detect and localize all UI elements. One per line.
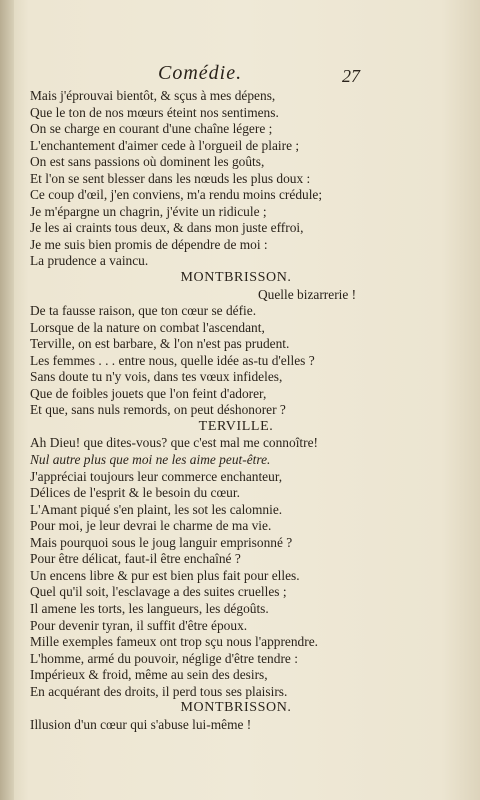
verse-line: Quelle bizarrerie ! <box>258 286 357 302</box>
verse-line: Impérieux & froid, même au sein des desirs, <box>30 667 268 683</box>
verse-line: Mille exemples fameux ont trop sçu nous l'apprendre. <box>30 634 319 650</box>
verse-text <box>30 88 470 733</box>
verse-line: Pour moi, je leur devrai le charme de ma vie. <box>30 518 272 534</box>
verse-line: En acquérant des droits, il perd tous ses plaisirs. <box>30 683 288 699</box>
verse-line: La prudence a vaincu. <box>30 253 149 269</box>
speaker-name: TERVILLE. <box>198 418 274 434</box>
verse-line: L'homme, armé du pouvoir, néglige d'être tendre : <box>30 650 298 666</box>
verse-line: Je m'épargne un chagrin, j'évite un ridicule ; <box>30 203 267 219</box>
running-head: Comédie. <box>158 62 243 84</box>
verse-line: L'enchantement d'aimer cede à l'orgueil de plaire ; <box>30 137 300 153</box>
verse-line: Un encens libre & pur est bien plus fait pour elles. <box>30 567 300 583</box>
verse-line: Illusion d'un cœur qui s'abuse lui-même ! <box>30 716 252 732</box>
verse-line: On est sans passions où dominent les goûts, <box>30 154 265 170</box>
verse-line: Ah Dieu! que dites-vous? que c'est mal me connoître! <box>30 435 318 451</box>
verse-line: Nul autre plus que moi ne les aime peut-être. <box>30 452 271 468</box>
verse-line: Les femmes . . . entre nous, quelle idée as-tu d'elles ? <box>30 352 315 368</box>
verse-line: Pour devenir tyran, il suffit d'être époux. <box>30 617 248 633</box>
page-gutter <box>0 0 14 800</box>
verse-line: Pour être délicat, faut-il être enchaîné ? <box>30 551 241 567</box>
speaker-name: MONTBRISSON. <box>180 270 292 286</box>
verse-line: Je les ai craints tous deux, & dans mon juste effroi, <box>30 220 304 236</box>
speaker-name: MONTBRISSON. <box>180 700 292 716</box>
verse-line: Quel qu'il soit, l'esclavage a des suites cruelles ; <box>30 584 287 600</box>
verse-line: On se charge en courant d'une chaîne légere ; <box>30 121 273 137</box>
verse-line: Je me suis bien promis de dépendre de moi : <box>30 236 268 252</box>
verse-line: De ta fausse raison, que ton cœur se défie. <box>30 303 257 319</box>
verse-line: Lorsque de la nature on combat l'ascendant, <box>30 319 265 335</box>
verse-line: Et que, sans nuls remords, on peut déshonorer ? <box>30 402 286 418</box>
verse-line: Délices de l'esprit & le besoin du cœur. <box>30 485 240 501</box>
verse-line: Que de foibles jouets que l'on feint d'adorer, <box>30 385 267 401</box>
verse-line: Et l'on se sent blesser dans les nœuds les plus doux : <box>30 170 311 186</box>
verse-line: J'appréciai toujours leur commerce enchanteur, <box>30 468 283 484</box>
verse-line: Que le ton de nos mœurs éteint nos sentimens. <box>30 104 279 120</box>
verse-line: Mais j'éprouvai bientôt, & sçus à mes dépens, <box>30 88 276 103</box>
verse-line: Il amene les torts, les langueurs, les dégoûts. <box>30 600 269 616</box>
verse-line: L'Amant piqué s'en plaint, les sot les calomnie. <box>30 501 283 517</box>
page-header <box>0 60 480 90</box>
verse-line: Ce coup d'œil, j'en conviens, m'a rendu moins crédule; <box>30 187 323 203</box>
verse-line: Sans doute tu n'y vois, dans tes vœux infideles, <box>30 369 283 385</box>
page-number: 27 <box>342 66 360 86</box>
verse-line: Mais pourquoi sous le joug languir emprisonné ? <box>30 534 293 550</box>
verse-line: Terville, on est barbare, & l'on n'est pas prudent. <box>30 336 290 352</box>
